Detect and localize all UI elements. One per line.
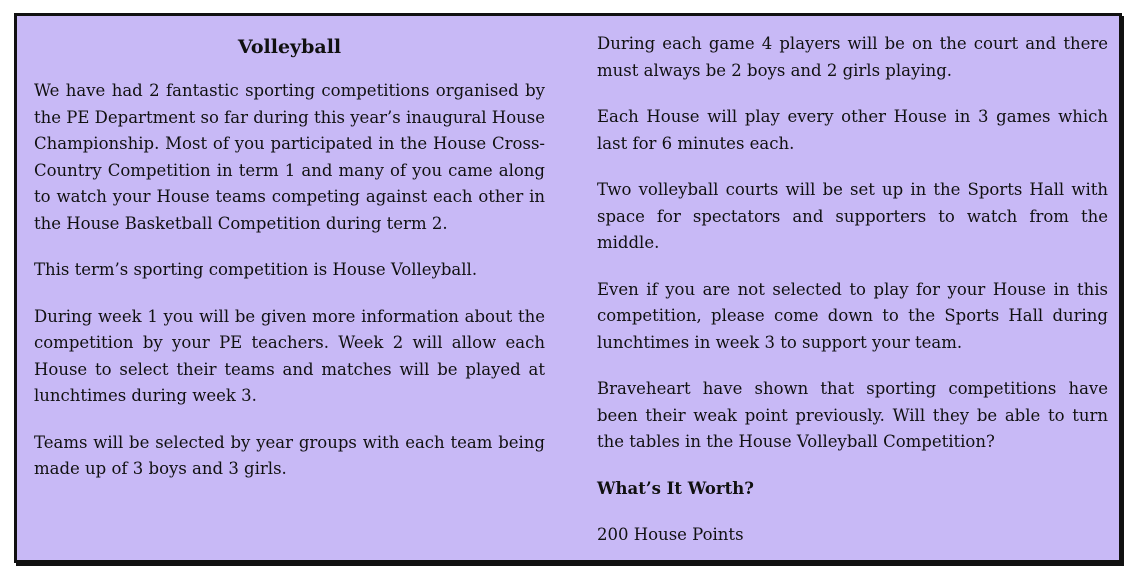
paragraph: This term’s sporting competition is House Volleyball. [34, 260, 478, 279]
paragraph: During week 1 you will be given more information about the competition by your PE teachers. Week 2 will allow each House to select their teams and matches will be played at lunchtimes during week 3. [34, 306, 545, 405]
paragraph: During each game 4 players will be on the court and there must always be 2 boys and 2 girls playing. [597, 34, 1108, 80]
article-title: Volleyball [237, 36, 342, 58]
left-column [34, 16, 545, 483]
worth-heading: What’s It Worth? [597, 478, 754, 498]
paragraph: Two volleyball courts will be set up in the Sports Hall with space for spectators and supporters to watch from the middle. [597, 180, 1108, 252]
article-box [14, 13, 1122, 563]
paragraph: Each House will play every other House in 3 games which last for 6 minutes each. [597, 107, 1108, 153]
paragraph: We have had 2 fantastic sporting competitions organised by the PE Department so far during this year’s inaugural House Championship. Most of you participated in the House Cross-Country Competition in term 1 and many of you came along to watch your House teams competing against each other in the House Basketball Competition during term 2. [34, 81, 545, 233]
right-column [597, 16, 1108, 549]
paragraph: Even if you are not selected to play for your House in this competition, please come down to the Sports Hall during lunchtimes in week 3 to support your team. [597, 279, 1108, 352]
paragraph: Teams will be selected by year groups with each team being made up of 3 boys and 3 girls. [34, 432, 545, 478]
worth-value: 200 House Points [597, 525, 744, 544]
paragraph: Braveheart have shown that sporting competitions have been their weak point previously. Will they be able to turn the tables in the House Volleyball Competition? [597, 379, 1108, 451]
